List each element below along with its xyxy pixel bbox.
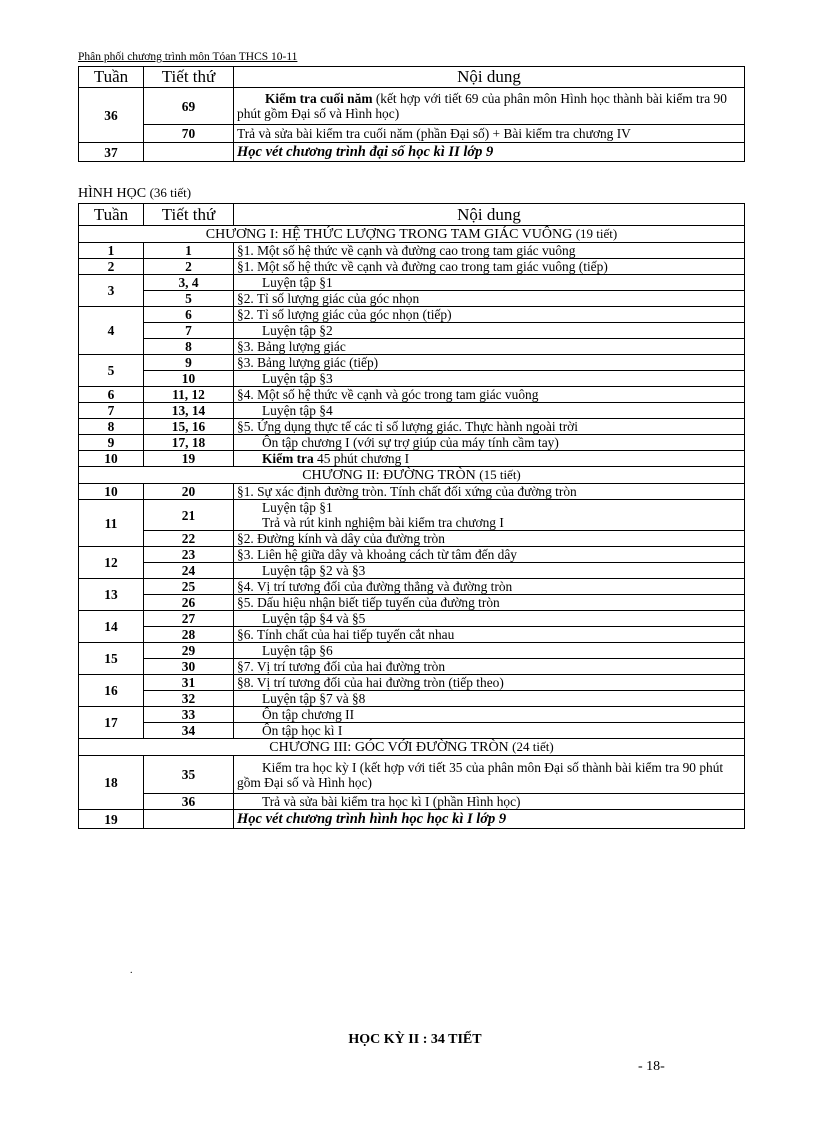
period-cell: 17, 18 xyxy=(144,435,234,451)
table-row xyxy=(79,403,745,419)
period-cell: 22 xyxy=(144,531,234,547)
table-row xyxy=(79,627,745,643)
content-cell: Luyện tập §2 và §3 xyxy=(234,563,745,579)
content-cell: Luyện tập §3 xyxy=(234,371,745,387)
week-cell: 7 xyxy=(79,403,144,419)
period-cell: 2 xyxy=(144,259,234,275)
chapter-title-text: CHƯƠNG II: ĐƯỜNG TRÒN xyxy=(302,468,476,483)
period-cell: 25 xyxy=(144,579,234,595)
chapter-title xyxy=(79,226,745,243)
content-text: 45 phút chương I xyxy=(313,451,410,466)
period-cell: 69 xyxy=(144,88,234,125)
chapter-row xyxy=(79,467,745,484)
col-content-header: Nội dung xyxy=(234,67,745,88)
period-cell: 33 xyxy=(144,707,234,723)
week-cell: 3 xyxy=(79,275,144,307)
content-cell: §3. Bảng lượng giác (tiếp) xyxy=(234,355,745,371)
period-cell: 8 xyxy=(144,339,234,355)
table-row xyxy=(79,579,745,595)
content-cell: Học vét chương trình hình học học kì I lớp 9 xyxy=(234,810,745,829)
content-text: (kết hợp với tiết 69 của phân môn Hình học thành bài kiểm tra 90 phút gồm Đại số và Hình học) xyxy=(237,91,727,121)
table-row xyxy=(79,243,745,259)
table-row xyxy=(79,323,745,339)
week-cell: 11 xyxy=(79,500,144,547)
content-cell: Trả và sửa bài kiểm tra cuối năm (phần Đại số) + Bài kiểm tra chương IV xyxy=(234,125,745,143)
content-cell: Luyện tập §1 xyxy=(234,275,745,291)
content-cell: §3. Liên hệ giữa dây và khoảng cách từ tâm đến dây xyxy=(234,547,745,563)
chapter-title-sub: (24 tiết) xyxy=(512,739,554,754)
chapter-title xyxy=(79,739,745,756)
chapter-row xyxy=(79,226,745,243)
table-row xyxy=(79,339,745,355)
col-period-header: Tiết thứ xyxy=(144,204,234,226)
table-row xyxy=(79,451,745,467)
chapter-title-sub: (15 tiết) xyxy=(479,467,521,482)
period-cell: 19 xyxy=(144,451,234,467)
table-header-row xyxy=(79,67,745,88)
col-period-header: Tiết thứ xyxy=(144,67,234,88)
week-cell: 10 xyxy=(79,451,144,467)
col-week-header: Tuần xyxy=(79,204,144,226)
table-row xyxy=(79,307,745,323)
table-row xyxy=(79,794,745,810)
col-content-header: Nội dung xyxy=(234,204,745,226)
table-row xyxy=(79,291,745,307)
period-cell: 32 xyxy=(144,691,234,707)
table-row xyxy=(79,275,745,291)
table-row xyxy=(79,707,745,723)
content-cell: Ôn tập chương I (với sự trợ giúp của máy tính cầm tay) xyxy=(234,435,745,451)
content-cell: Ôn tập học kì I xyxy=(234,723,745,739)
content-cell: Học vét chương trình đại số học kì II lớp 9 xyxy=(234,143,745,162)
period-cell: 28 xyxy=(144,627,234,643)
table-row xyxy=(79,675,745,691)
week-cell: 2 xyxy=(79,259,144,275)
table-row xyxy=(79,355,745,371)
content-cell: Luyện tập §2 xyxy=(234,323,745,339)
week-cell: 1 xyxy=(79,243,144,259)
period-cell: 31 xyxy=(144,675,234,691)
period-cell: 10 xyxy=(144,371,234,387)
period-cell: 36 xyxy=(144,794,234,810)
stray-mark: . xyxy=(130,965,133,976)
content-cell: Luyện tập §7 và §8 xyxy=(234,691,745,707)
period-cell: 11, 12 xyxy=(144,387,234,403)
content-cell: §4. Vị trí tương đối của đường thẳng và đường tròn xyxy=(234,579,745,595)
content-cell: §1. Một số hệ thức về cạnh và đường cao trong tam giác vuông xyxy=(234,243,745,259)
content-cell: §2. Tỉ số lượng giác của góc nhọn xyxy=(234,291,745,307)
week-cell: 17 xyxy=(79,707,144,739)
document-header: Phân phối chương trình môn Tóan THCS 10-11 xyxy=(78,51,298,63)
geometry-table xyxy=(78,203,745,829)
week-cell: 9 xyxy=(79,435,144,451)
period-cell: 27 xyxy=(144,611,234,627)
algebra-table-end xyxy=(78,66,745,162)
period-cell: 23 xyxy=(144,547,234,563)
content-cell: §8. Vị trí tương đối của hai đường tròn (tiếp theo) xyxy=(234,675,745,691)
table-row xyxy=(79,611,745,627)
week-cell: 10 xyxy=(79,484,144,500)
content-cell: Luyện tập §4 xyxy=(234,403,745,419)
period-cell xyxy=(144,810,234,829)
semester-title: HỌC KỲ II : 34 TIẾT xyxy=(348,1032,482,1047)
content-cell: Kiểm tra học kỳ I (kết hợp với tiết 35 của phân môn Đại số thành bài kiểm tra 90 phút gồm Đại số và Hình học) xyxy=(234,756,745,794)
period-cell: 29 xyxy=(144,643,234,659)
week-cell: 37 xyxy=(79,143,144,162)
table-header-row xyxy=(79,204,745,226)
content-cell: §5. Ứng dụng thực tế các tỉ số lượng giác. Thực hành ngoài trời xyxy=(234,419,745,435)
week-cell: 36 xyxy=(79,88,144,143)
week-cell: 14 xyxy=(79,611,144,643)
table-row xyxy=(79,371,745,387)
table-row xyxy=(79,484,745,500)
content-cell: §2. Đường kính và dây của đường tròn xyxy=(234,531,745,547)
table-row xyxy=(79,435,745,451)
content-cell: §1. Sự xác định đường tròn. Tính chất đối xứng của đường tròn xyxy=(234,484,745,500)
table-row xyxy=(79,125,745,143)
table-row xyxy=(79,259,745,275)
content-line: Trả và rút kinh nghiệm bài kiểm tra chương I xyxy=(262,515,504,530)
content-cell: §4. Một số hệ thức về cạnh và góc trong tam giác vuông xyxy=(234,387,745,403)
col-week-header: Tuần xyxy=(79,67,144,88)
content-cell: §7. Vị trí tương đối của hai đường tròn xyxy=(234,659,745,675)
table-row xyxy=(79,531,745,547)
table-row xyxy=(79,595,745,611)
table-row xyxy=(79,500,745,531)
chapter-title-sub: (19 tiết) xyxy=(575,226,618,241)
period-cell: 26 xyxy=(144,595,234,611)
content-cell: Luyện tập §4 và §5 xyxy=(234,611,745,627)
page-number: - 18- xyxy=(638,1059,665,1074)
chapter-title xyxy=(79,467,745,484)
week-cell: 18 xyxy=(79,756,144,810)
content-cell xyxy=(234,500,745,531)
week-cell: 6 xyxy=(79,387,144,403)
section-title-text: HÌNH HỌC xyxy=(78,186,147,201)
period-cell: 5 xyxy=(144,291,234,307)
period-cell: 3, 4 xyxy=(144,275,234,291)
table-row xyxy=(79,810,745,829)
content-cell: Trả và sửa bài kiểm tra học kì I (phần Hình học) xyxy=(234,794,745,810)
table-row xyxy=(79,143,745,162)
table-row xyxy=(79,88,745,125)
content-cell xyxy=(234,451,745,467)
table-row xyxy=(79,659,745,675)
period-cell: 34 xyxy=(144,723,234,739)
table-row xyxy=(79,723,745,739)
period-cell: 35 xyxy=(144,756,234,794)
week-cell: 5 xyxy=(79,355,144,387)
period-cell: 6 xyxy=(144,307,234,323)
content-cell: Ôn tập chương II xyxy=(234,707,745,723)
content-bold: Kiểm tra cuối năm xyxy=(265,91,373,106)
period-cell: 70 xyxy=(144,125,234,143)
table-row xyxy=(79,547,745,563)
content-cell xyxy=(234,88,745,125)
week-cell: 12 xyxy=(79,547,144,579)
period-cell: 9 xyxy=(144,355,234,371)
section-title-sub: (36 tiết) xyxy=(149,185,192,200)
period-cell: 15, 16 xyxy=(144,419,234,435)
week-cell: 4 xyxy=(79,307,144,355)
period-cell: 20 xyxy=(144,484,234,500)
week-cell: 15 xyxy=(79,643,144,675)
table-row xyxy=(79,563,745,579)
period-cell: 24 xyxy=(144,563,234,579)
period-cell: 30 xyxy=(144,659,234,675)
table-row xyxy=(79,387,745,403)
content-line: Luyện tập §1 xyxy=(262,500,333,515)
content-cell: §5. Dấu hiệu nhận biết tiếp tuyến của đường tròn xyxy=(234,595,745,611)
week-cell: 13 xyxy=(79,579,144,611)
period-cell: 1 xyxy=(144,243,234,259)
content-cell: §1. Một số hệ thức về cạnh và đường cao trong tam giác vuông (tiếp) xyxy=(234,259,745,275)
period-cell: 13, 14 xyxy=(144,403,234,419)
table-row xyxy=(79,419,745,435)
content-cell: §3. Bảng lượng giác xyxy=(234,339,745,355)
period-cell: 21 xyxy=(144,500,234,531)
period-cell: 7 xyxy=(144,323,234,339)
week-cell: 8 xyxy=(79,419,144,435)
content-cell: Luyện tập §6 xyxy=(234,643,745,659)
content-cell: §2. Tỉ số lượng giác của góc nhọn (tiếp) xyxy=(234,307,745,323)
section-title xyxy=(78,185,191,202)
week-cell: 19 xyxy=(79,810,144,829)
table-row xyxy=(79,643,745,659)
period-cell xyxy=(144,143,234,162)
table-row xyxy=(79,691,745,707)
chapter-row xyxy=(79,739,745,756)
table-row xyxy=(79,756,745,794)
content-bold: Kiểm tra xyxy=(262,451,314,466)
chapter-title-text: CHƯƠNG I: HỆ THỨC LƯỢNG TRONG TAM GIÁC VUÔNG xyxy=(205,227,573,242)
week-cell: 16 xyxy=(79,675,144,707)
chapter-title-text: CHƯƠNG III: GÓC VỚI ĐƯỜNG TRÒN xyxy=(269,740,509,755)
content-cell: §6. Tính chất của hai tiếp tuyến cắt nhau xyxy=(234,627,745,643)
